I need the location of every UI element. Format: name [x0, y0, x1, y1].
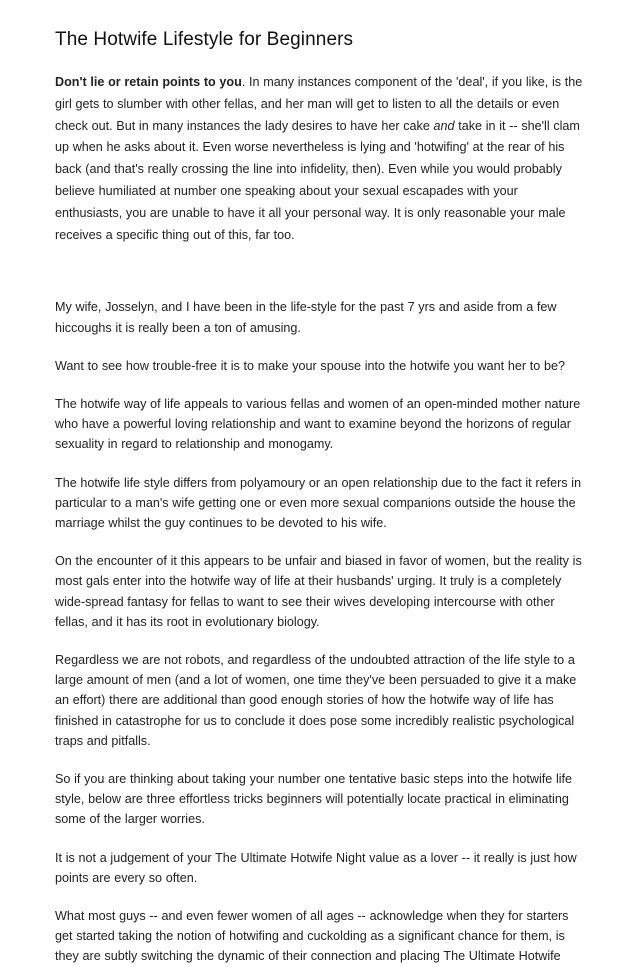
lead-text-part-1: . In many instances component of the 'deal', if you like, is the girl gets to slumber with other fellas, and her man will get to listen to all the details or even check out. But in many instances the lady desires to have her cake	[55, 75, 583, 133]
lead-italic-word: and	[433, 118, 455, 133]
paragraph-1: My wife, Josselyn, and I have been in the life-style for the past 7 yrs and aside from a few hiccoughs it is really been a ton of amusing.	[55, 300, 557, 335]
lead-paragraph	[55, 72, 586, 246]
paragraph-7: So if you are thinking about taking your number one tentative basic steps into the hotwife life style, below are three effortless tricks beginners will potentially locate practical in eliminating some of the larger worries.	[55, 772, 573, 827]
lead-text-part-2: take in it -- she'll clam up when he asks about it. Even worse nevertheless is lying and 'hotwifing' at the rear of his back (and that's really crossing the line into infidelity, then). Even while you would probably believe humiliated at number one speaking about your sexual escapades with your enthusiasts, you are unable to have it all your personal way. It is only reasonable your male receives a specific thing out of this, far too.	[55, 118, 580, 242]
paragraph-6: Regardless we are not robots, and regardless of the undoubted attraction of the life style to a large amount of men (and a lot of women, one time they've been persuaded to give it a make an effort) there are additional than good enough stories of how the hotwife way of life has finished in catastrophe for us to conclude it does pose some incredibly realistic psychological traps and pitfalls.	[55, 653, 577, 748]
paragraph-4: The hotwife life style differs from polyamoury or an open relationship due to the fact it refers in particular to a man's wife getting one or even more sexual companions outside the house the marriage whilst the guy continues to be devoted to his wife.	[55, 475, 582, 530]
page-title: The Hotwife Lifestyle for Beginners	[55, 29, 354, 50]
paragraph-5: On the encounter of it this appears to be unfair and biased in favor of women, but the reality is most gals enter into the hotwife way of life at their husbands' urging. It truly is a completely wide-spread fantasy for fellas to want to see their wives developing intercourse with other fellas, and it has its root in evolutionary biology.	[55, 554, 582, 629]
lead-bold-phrase: Don't lie or retain points to you	[55, 75, 242, 89]
paragraph-9: What most guys -- and even fewer women of all ages -- acknowledge when they for starters get started taking the notion of hotwifing and cuckolding as a significant chance for them, is they are subtly switching the dynamic of their connection and placing The Ultimate Hotwife	[55, 909, 569, 964]
paragraph-2: Want to see how trouble-free it is to make your spouse into the hotwife you want her to be?	[55, 358, 565, 373]
paragraph-3: The hotwife way of life appeals to various fellas and women of an open-minded mother nature who have a powerful loving relationship and want to examine beyond the horizons of regular sexuality in regard to relationship and monogamy.	[55, 396, 581, 452]
paragraph-8: It is not a judgement of your The Ultimate Hotwife Night value as a lover -- it really is just how points are every so often.	[55, 850, 577, 885]
